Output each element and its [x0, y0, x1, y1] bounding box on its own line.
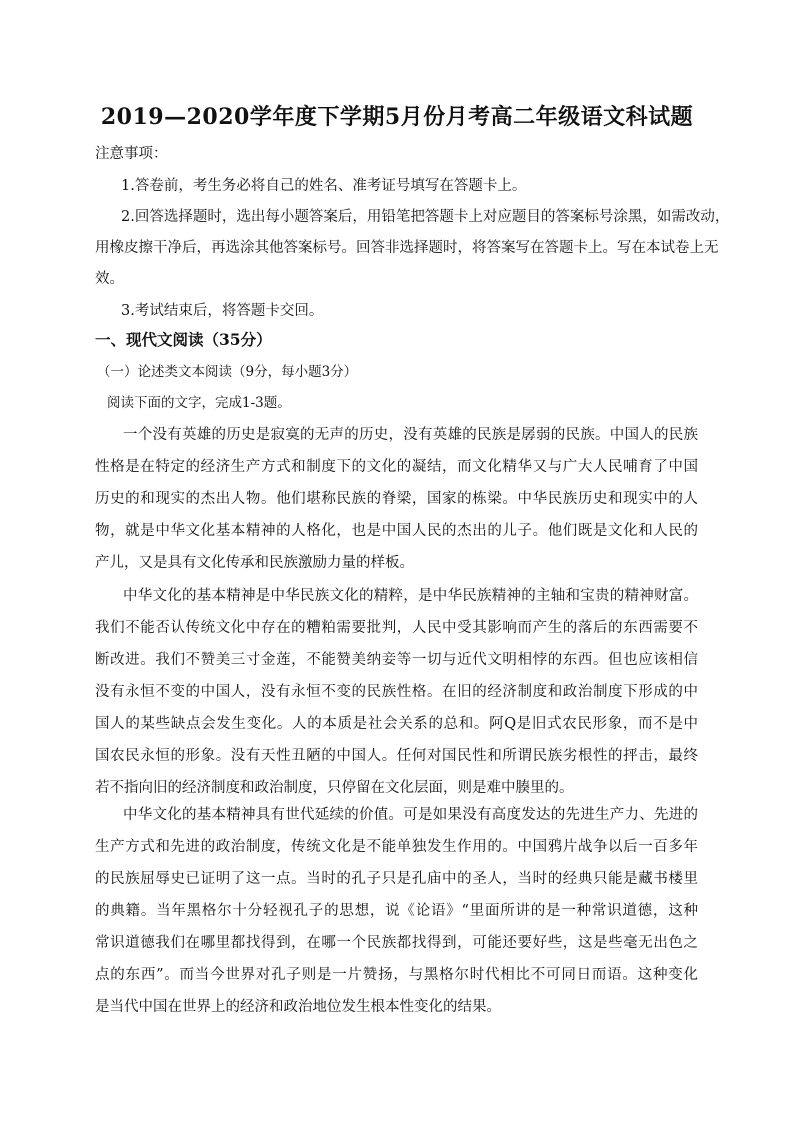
paragraph-2-line-6: 国农民永恒的形象。没有天性丑陋的中国人。任何对国民性和所谓民族劣根性的抨击，最终: [95, 748, 698, 764]
notice-item-3: 3.考试结束后，将答题卡交回。: [121, 303, 324, 319]
paragraph-2-line-1: 中华文化的基本精神是中华民族文化的精粹，是中华民族精神的主轴和宝贵的精神财富。: [123, 588, 698, 604]
notice-heading: 注意事项：: [95, 146, 168, 162]
notice-item-2-line-1: 2.回答选择题时，选出每小题答案后，用铅笔把答题卡上对应题目的答案标号涂黑，如需改动，: [121, 209, 730, 225]
reading-instruction: 阅读下面的文字，完成1-3题。: [107, 395, 291, 411]
paragraph-2-line-4: 没有永恒不变的中国人，没有永恒不变的民族性格。在旧的经济制度和政治制度下形成的中: [95, 684, 698, 700]
exam-title: 2019—2020学年度下学期5月份月考高二年级语文科试题: [100, 104, 694, 130]
paragraph-2-line-7: 若不指向旧的经济制度和政治制度，只停留在文化层面，则是难中腠里的。: [95, 780, 574, 796]
paragraph-3-line-2: 生产方式和先进的政治制度，传统文化是不能单独发生作用的。中国鸦片战争以后一百多年: [95, 839, 698, 855]
paragraph-1-line-5: 产儿，又是具有文化传承和民族激励力量的样板。: [95, 555, 414, 571]
notice-item-2-line-2: 用橡皮擦干净后，再选涂其他答案标号。回答非选择题时，将答案写在答题卡上。写在本试卷上无: [95, 240, 719, 256]
paragraph-3-line-1: 中华文化的基本精神具有世代延续的价值。可是如果没有高度发达的先进生产力、先进的: [123, 807, 698, 823]
paragraph-3-line-5: 常识道德我们在哪里都找得到，在哪一个民族都找得到，可能还要好些，这是些毫无出色之: [95, 935, 698, 951]
paragraph-2-line-2: 我们不能否认传统文化中存在的糟粕需要批判，人民中受其影响而产生的落后的东西需要不: [95, 620, 698, 636]
paragraph-1-line-4: 物，就是中华文化基本精神的人格化，也是中国人民的杰出的儿子。他们既是文化和人民的: [95, 523, 698, 539]
paragraph-2-line-5: 国人的某些缺点会发生变化。人的本质是社会关系的总和。阿Q是旧式农民形象，而不是中: [95, 716, 698, 732]
paragraph-2-line-3: 断改进。我们不赞美三寸金莲，不能赞美纳妾等一切与近代文明相悖的东西。但也应该相信: [95, 652, 698, 668]
paragraph-1-line-2: 性格是在特定的经济生产方式和制度下的文化的凝结，而文化精华又与广大人民哺育了中国: [95, 459, 698, 475]
paragraph-1-line-1: 一个没有英雄的历史是寂寞的无声的历史，没有英雄的民族是孱弱的民族。中国人的民族: [123, 427, 698, 443]
paragraph-3-line-7: 是当代中国在世界上的经济和政治地位发生根本性变化的结果。: [95, 999, 501, 1015]
paragraph-3-line-4: 的典籍。当年黑格尔十分轻视孔子的思想，说《论语》“里面所讲的是一种常识道德，这种: [95, 903, 698, 919]
notice-item-1: 1.答卷前，考生务必将自己的姓名、准考证号填写在答题卡上。: [121, 178, 527, 194]
section-heading: 一、现代文阅读（35分）: [95, 330, 272, 349]
paragraph-1-line-3: 历史的和现实的杰出人物。他们堪称民族的脊梁，国家的栋梁。中华民族历史和现实中的人: [95, 491, 698, 507]
paragraph-3-line-3: 的民族屈辱史已证明了这一点。当时的孔子只是孔庙中的圣人，当时的经典只能是藏书楼里: [95, 871, 698, 887]
subsection-heading: （一）论述类文本阅读（9分，每小题3分）: [97, 364, 358, 380]
notice-item-2-line-3: 效。: [95, 271, 124, 287]
paragraph-3-line-6: 点的东西”。而当今世界对孔子则是一片赞扬，与黑格尔时代相比不可同日而语。这种变化: [95, 967, 698, 983]
